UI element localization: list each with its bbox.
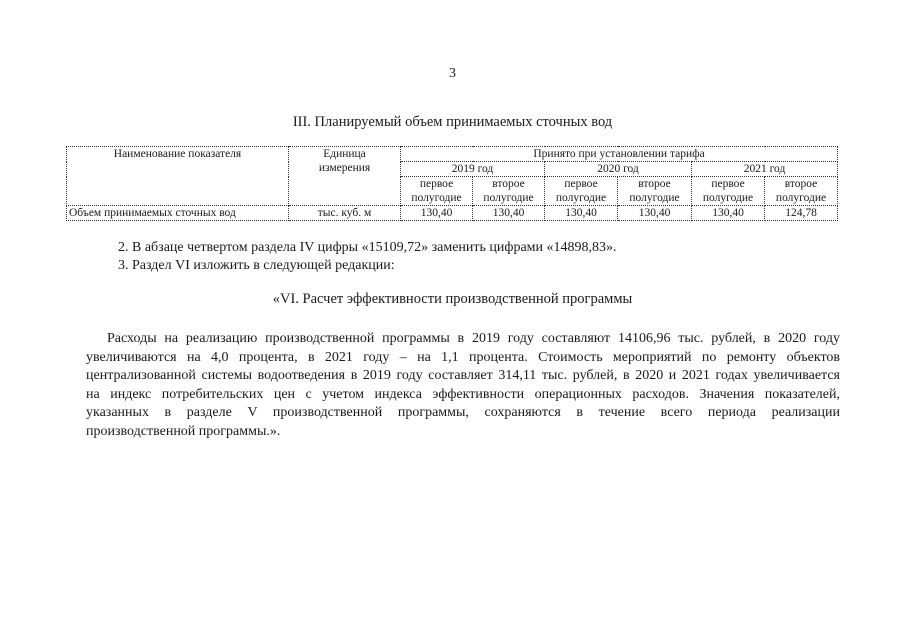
body-line: указанных в разделе V производственной программы, сохраняются в течение всего периода реализации: [86, 405, 840, 420]
header-year: 2020 год: [545, 162, 692, 177]
header-half-second: [765, 177, 838, 206]
half-label: полугодие: [555, 192, 607, 204]
header-unit-line1: Единица: [323, 148, 366, 160]
body-line: увеличиваются на 4,0 процента, в 2021 году – на 1,1 процента. Стоимость мероприятий по ремонту объектов: [86, 349, 840, 365]
row-value: 130,40: [545, 206, 618, 221]
amendment-paragraph-2: 2. В абзаце четвертом раздела IV цифры «15109,72» заменить цифрами «14898,83».: [118, 240, 617, 255]
header-indicator-name: Наименование показателя: [67, 147, 289, 206]
body-line: производственной программы.».: [86, 423, 281, 439]
section-vi-title: «VI. Расчет эффективности производственной программы: [272, 291, 633, 307]
header-half-second: [618, 177, 692, 206]
header-unit: [289, 147, 401, 206]
half-label: полугодие: [483, 192, 534, 204]
row-value: 130,40: [692, 206, 765, 221]
half-label: второе: [492, 178, 525, 190]
header-unit-line2: измерения: [318, 162, 371, 174]
row-indicator-name: Объем принимаемых сточных вод: [67, 206, 289, 221]
half-label: второе: [784, 178, 818, 190]
row-unit: тыс. куб. м: [289, 206, 401, 221]
row-value: 124,78: [765, 206, 838, 221]
header-year: 2021 год: [692, 162, 838, 177]
header-half-first: [692, 177, 765, 206]
body-line: Расходы на реализацию производственной программы в 2019 году составляют 14106,96 тыс. рублей, в 2020 году: [107, 331, 840, 346]
row-value: 130,40: [618, 206, 692, 221]
half-label: полугодие: [629, 192, 680, 204]
half-label: полугодие: [411, 192, 462, 204]
section-title: III. Планируемый объем принимаемых сточных вод: [292, 114, 613, 130]
half-label: первое: [419, 178, 454, 190]
half-label: полугодие: [702, 192, 754, 204]
header-tariff: Принято при установлении тарифа: [401, 147, 838, 162]
header-half-second: [473, 177, 545, 206]
wastewater-volume-table: [66, 146, 838, 221]
amendment-paragraph-3: 3. Раздел VI изложить в следующей редакции:: [118, 258, 395, 273]
half-label: полугодие: [775, 192, 827, 204]
header-year: 2019 год: [401, 162, 545, 177]
half-label: первое: [564, 178, 598, 190]
row-value: 130,40: [473, 206, 545, 221]
header-half-first: [545, 177, 618, 206]
half-label: первое: [711, 178, 745, 190]
half-label: второе: [638, 178, 671, 190]
page-number: 3: [449, 66, 456, 81]
table-row: [67, 206, 838, 221]
body-line: централизованной системы водоотведения в 2019 году составляет 314,11 тыс. рублей, в 2020 и 2021 годах увеличивается: [86, 368, 840, 383]
body-line: на индекс потребительских цен с учетом индекса эффективности операционных расходов. Значения показателей,: [86, 386, 840, 402]
row-value: 130,40: [401, 206, 473, 221]
section-vi-body: [86, 330, 840, 441]
header-half-first: [401, 177, 473, 206]
